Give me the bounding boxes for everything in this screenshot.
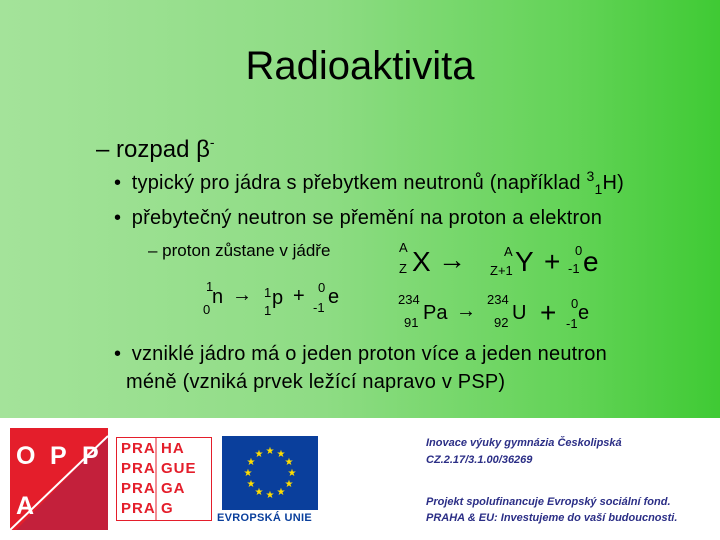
svg-text:★: ★ xyxy=(284,457,294,468)
isotope-element: H xyxy=(602,172,618,194)
isotope-mass: 3 xyxy=(586,168,595,184)
svg-text:★: ★ xyxy=(246,457,256,468)
praha-cell: GUE xyxy=(161,460,197,477)
heading-text: rozpad β xyxy=(116,136,210,163)
heading-beta-decay xyxy=(96,134,215,164)
opp-letter-p2: P xyxy=(82,442,101,470)
svg-text:★: ★ xyxy=(276,449,286,460)
p-number: 1 xyxy=(264,303,272,318)
eq2-arrow: → xyxy=(438,244,466,275)
x-symbol: X xyxy=(412,246,431,277)
pa-number: 91 xyxy=(404,315,419,330)
praha-cell: G xyxy=(161,500,174,517)
e2-mass: 0 xyxy=(575,243,583,258)
e2-symbol: e xyxy=(583,246,599,277)
svg-text:★: ★ xyxy=(284,479,294,490)
p-mass: 1 xyxy=(264,285,272,300)
opp-letter-a: A xyxy=(16,492,37,520)
isotope-number: 1 xyxy=(594,181,603,197)
bullet-symbol: • xyxy=(114,207,122,229)
eu-caption: EVROPSKÁ UNIE xyxy=(217,512,312,524)
eq1-plus: + xyxy=(293,285,305,307)
project-info-line4: PRAHA & EU: Investujeme do vaší budoucnosti. xyxy=(426,512,678,524)
pa-mass: 234 xyxy=(398,292,420,307)
svg-text:★: ★ xyxy=(265,446,275,457)
eu-stars-icon xyxy=(222,436,318,510)
y-symbol: Y xyxy=(515,246,534,277)
p-symbol: p xyxy=(272,287,284,309)
eq3-arrow: → xyxy=(456,300,476,322)
e3-symbol: e xyxy=(578,302,590,324)
bullet-neutron-text: přebytečný neutron se přemění na proton a elektron xyxy=(131,207,603,229)
e1-symbol: e xyxy=(328,286,340,308)
e1-number: -1 xyxy=(313,300,325,315)
x-mass: A xyxy=(399,240,408,255)
bullet-new-nucleus-line1: vzniklé jádro má o jeden proton více a jeden neutron xyxy=(131,343,607,365)
slide-title: Radioaktivita xyxy=(245,44,475,88)
bullet-new-nucleus-line2: méně (vzniká prvek ležící napravo v PSP) xyxy=(126,371,506,393)
eq2-plus: + xyxy=(544,246,561,277)
u-number: 92 xyxy=(494,315,509,330)
bullet-typical xyxy=(114,168,624,197)
svg-text:★: ★ xyxy=(265,490,275,501)
e2-number: -1 xyxy=(568,261,580,276)
bullet-typical-end: ) xyxy=(617,172,624,194)
svg-text:★: ★ xyxy=(287,468,297,479)
eq1-arrow: → xyxy=(232,284,252,306)
u-mass: 234 xyxy=(487,292,509,307)
opp-logo xyxy=(10,428,108,530)
opp-letter-o: O xyxy=(16,442,38,470)
heading-sup: - xyxy=(209,134,215,150)
bullet-neutron xyxy=(114,207,602,230)
svg-text:★: ★ xyxy=(254,449,264,460)
praha-logo xyxy=(116,437,212,521)
praha-cell: PRA xyxy=(121,460,156,477)
e3-mass: 0 xyxy=(571,296,579,311)
eu-flag-icon xyxy=(222,436,318,510)
e1-mass: 0 xyxy=(318,280,326,295)
n-symbol: n xyxy=(212,286,224,308)
y-number: Z+1 xyxy=(490,263,513,278)
n-mass: 1 xyxy=(206,279,214,294)
pa-symbol: Pa xyxy=(423,302,448,324)
sub-bullet-proton: – proton zůstane v jádře xyxy=(148,241,331,260)
y-mass: A xyxy=(504,244,513,259)
x-number: Z xyxy=(399,261,407,276)
bullet-symbol: • xyxy=(114,172,122,194)
u-symbol: U xyxy=(512,302,527,324)
bullet-typical-text: typický pro jádra s přebytkem neutronů (například xyxy=(131,172,587,194)
svg-text:★: ★ xyxy=(254,487,264,498)
svg-text:★: ★ xyxy=(246,479,256,490)
eq3-plus: + xyxy=(540,297,557,328)
project-info-line1: Inovace výuky gymnázia Českolipská xyxy=(426,437,622,449)
svg-text:★: ★ xyxy=(276,487,286,498)
opp-letter-p1: P xyxy=(50,442,69,470)
praha-cell: PRA xyxy=(121,480,156,497)
praha-cell: PRA xyxy=(121,500,156,517)
bullet-new-nucleus xyxy=(114,343,607,366)
e3-number: -1 xyxy=(566,316,578,331)
heading-dash: – xyxy=(96,136,110,163)
praha-cell: GA xyxy=(161,480,186,497)
svg-text:★: ★ xyxy=(243,468,253,479)
bullet-symbol: • xyxy=(114,343,122,365)
praha-cell: PRA xyxy=(121,440,156,457)
n-number: 0 xyxy=(203,302,211,317)
project-info-line2: CZ.2.17/3.1.00/36269 xyxy=(426,454,533,466)
praha-cell: HA xyxy=(161,440,185,457)
project-info-line3: Projekt spolufinancuje Evropský sociální fond. xyxy=(426,496,671,508)
